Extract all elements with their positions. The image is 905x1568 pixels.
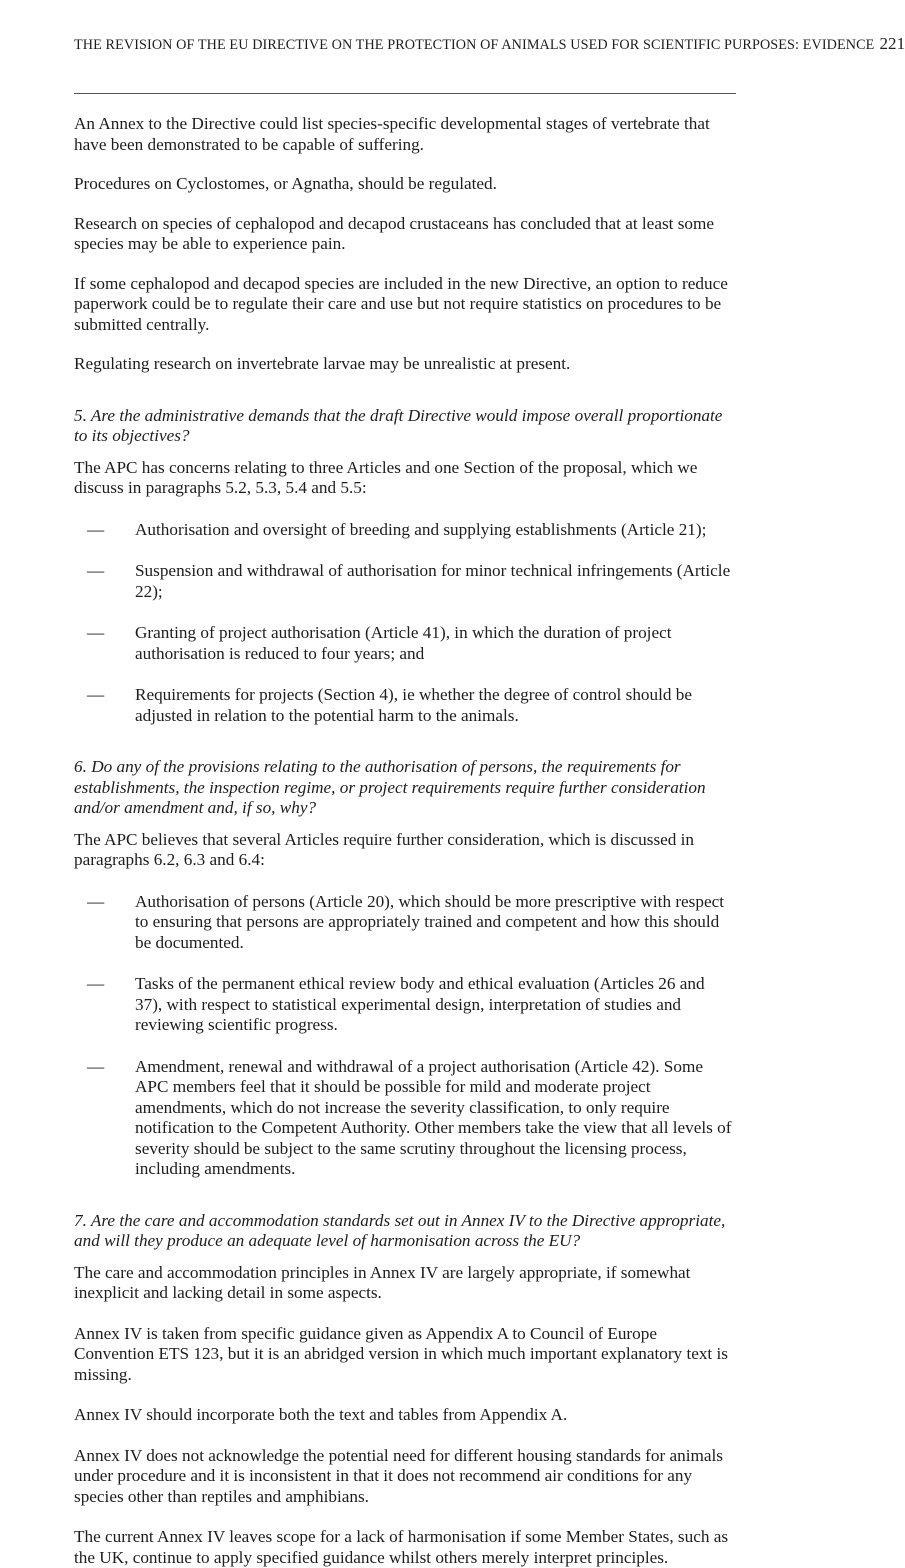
bullet-list xyxy=(74,520,736,727)
dash-marker: — xyxy=(87,519,105,539)
list-item-text: Authorisation of persons (Article 20), which should be more prescriptive with respect to ensuring that persons are appropriately trained and competent and how this should be documented. xyxy=(135,891,724,952)
list-item-text: Authorisation and oversight of breeding and supplying establishments (Article 21); xyxy=(135,519,707,539)
question-heading: 5. Are the administrative demands that the draft Directive would impose overall proportionate to its objectives? xyxy=(74,405,723,445)
paragraph: Research on species of cephalopod and decapod crustaceans has concluded that at least some species may be able to experience pain. xyxy=(74,213,714,253)
paragraph: The current Annex IV leaves scope for a lack of harmonisation if some Member States, such as the UK, continue to apply specified guidance whilst others merely interpret principles. xyxy=(74,1527,729,1567)
list-item xyxy=(74,1057,736,1180)
header-rule xyxy=(74,93,736,94)
list-item xyxy=(74,561,736,602)
header-title: THE REVISION OF THE EU DIRECTIVE ON THE PROTECTION OF ANIMALS USED FOR SCIENTIFIC PURPOSES: EVIDENCE xyxy=(74,37,875,53)
body-text xyxy=(74,114,736,1568)
question-heading: 6. Do any of the provisions relating to the authorisation of persons, the requirements for establishments, the inspection regime, or project requirements require further consideration and/or amendment and, if so, why? xyxy=(74,757,706,817)
running-header xyxy=(74,34,905,54)
list-item-text: Tasks of the permanent ethical review body and ethical evaluation (Articles 26 and 37), with respect to statistical experimental design, interpretation of studies and reviewing scientific progress. xyxy=(135,974,705,1034)
list-item-text: Granting of project authorisation (Article 41), in which the duration of project authorisation is reduced to four years; and xyxy=(135,623,672,663)
paragraph: The APC has concerns relating to three Articles and one Section of the proposal, which we discuss in paragraphs 5.2, 5.3, 5.4 and 5.5: xyxy=(74,457,698,497)
paragraph: Regulating research on invertebrate larvae may be unrealistic at present. xyxy=(74,354,571,373)
dash-marker: — xyxy=(87,891,105,911)
dash-marker: — xyxy=(87,623,105,642)
dash-marker: — xyxy=(87,561,105,580)
paragraph: Annex IV does not acknowledge the potential need for different housing standards for animals under procedure and it is inconsistent in that it does not recommend air conditions for any species other than reptiles and amphibians. xyxy=(74,1445,723,1506)
paragraph: If some cephalopod and decapod species are included in the new Directive, an option to reduce paperwork could be to regulate their care and use but not require statistics on procedures to be submitted centrally. xyxy=(74,273,728,334)
paragraph: Annex IV should incorporate both the text and tables from Appendix A. xyxy=(74,1405,568,1424)
dash-marker: — xyxy=(87,685,105,704)
list-item-text: Requirements for projects (Section 4), ie whether the degree of control should be adjusted in relation to the potential harm to the animals. xyxy=(135,685,692,725)
paragraph: Procedures on Cyclostomes, or Agnatha, should be regulated. xyxy=(74,174,497,193)
list-item xyxy=(74,520,736,541)
list-item-text: Suspension and withdrawal of authorisation for minor technical infringements (Article 22); xyxy=(135,561,731,601)
question-heading: 7. Are the care and accommodation standards set out in Annex IV to the Directive appropriate, and will they produce an adequate level of harmonisation across the EU? xyxy=(74,1210,726,1250)
list-item xyxy=(74,623,736,664)
paragraph: An Annex to the Directive could list species-specific developmental stages of vertebrate that have been demonstrated to be capable of suffering. xyxy=(74,114,710,154)
list-item xyxy=(74,974,736,1036)
bullet-list xyxy=(74,892,736,1180)
page-number: 221 xyxy=(879,34,905,53)
paragraph: Annex IV is taken from specific guidance given as Appendix A to Council of Europe Convention ETS 123, but it is an abridged version in which much important explanatory text is missing. xyxy=(74,1323,728,1384)
list-item xyxy=(74,685,736,726)
paragraph: The care and accommodation principles in Annex IV are largely appropriate, if somewhat inexplicit and lacking detail in some aspects. xyxy=(74,1262,691,1302)
list-item-text: Amendment, renewal and withdrawal of a project authorisation (Article 42). Some APC members feel that it should be possible for mild and moderate project amendments, which do not increase the severity classification, to only require notification to the Competent Authority. Other members take the view that all levels of severity should be subject to the same scrutiny throughout the licensing process, including amendments. xyxy=(135,1056,732,1178)
dash-marker: — xyxy=(87,974,105,993)
paragraph: The APC believes that several Articles require further consideration, which is discussed in paragraphs 6.2, 6.3 and 6.4: xyxy=(74,829,695,869)
dash-marker: — xyxy=(87,1056,105,1076)
list-item xyxy=(74,892,736,954)
